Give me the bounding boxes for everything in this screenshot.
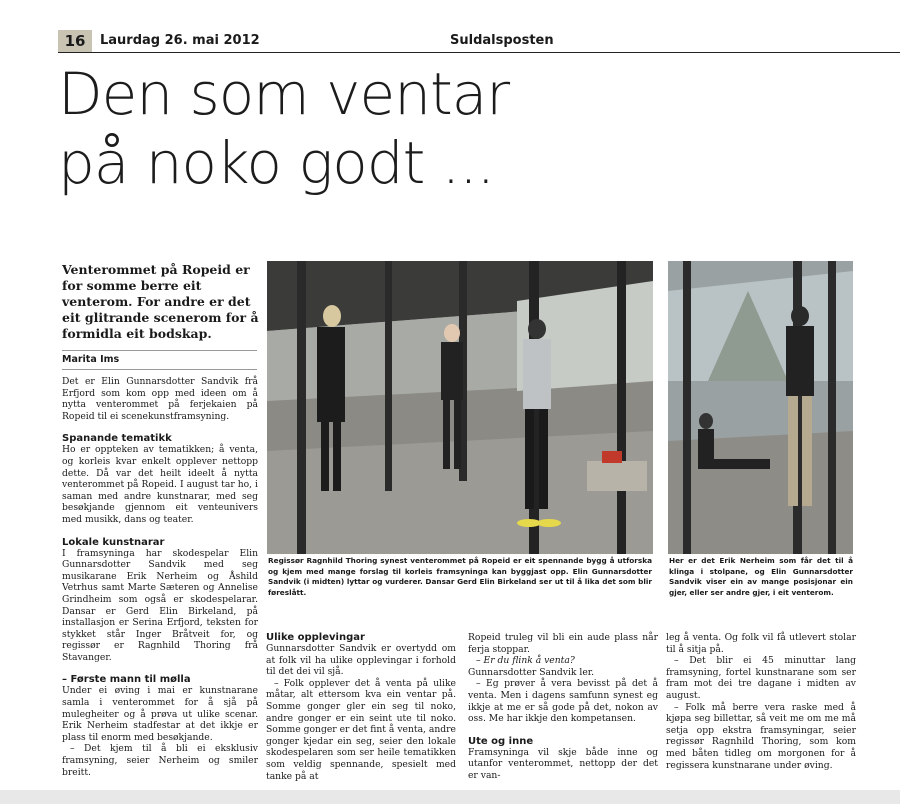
paragraph: – Det blir ei 45 minuttar lang framsyning, fortel kunstnarane som ser fram mot dei tre dagane i midten av august. <box>666 655 856 701</box>
newspaper-name: Suldalsposten <box>450 33 554 48</box>
page-bottom-edge <box>0 790 900 804</box>
subheading: – Første mann til mølla <box>62 674 191 686</box>
paragraph: I framsyninga har skodespelar Elin Gunnarsdotter Sandvik med seg musikarane Erik Nerheim og Åshild Vetrhus samt Marte Sæteren og Annelise Grindheim som også er skodespelarar. Dansar er Gerd Elin Birkeland, på installasjon er Serina Erfjord, teksten for stykket står Inger Bråtveit for, og regissør er Ragnhild Thoring frå Stavanger. <box>62 547 258 663</box>
article-column-2 <box>266 632 456 782</box>
page-number: 16 <box>58 30 92 52</box>
photo-waiting-room-rehearsal <box>267 261 653 554</box>
article-column-1 <box>62 376 258 778</box>
byline: Marita Ims <box>62 350 257 370</box>
headline-line-2: på noko godt ... <box>58 129 495 197</box>
lead-paragraph: Venterommet på Ropeid er for somme berre eit venterom. For andre er det eit glitrande scenerom for å formidla eit bodskap. <box>62 262 259 341</box>
paragraph: Under ei øving i mai er kunstnarane samla i venterommet for å sjå på mulegheiter og å prøva ut ulike scenar. Erik Nerheim stadfestar at det ikkje er plass til enorm med besøkjande. <box>62 685 258 743</box>
article-column-3 <box>468 632 658 782</box>
paragraph: Framsyninga vil skje både inne og utanfor venterommet, nettopp der det er van- <box>468 746 658 781</box>
photo-pillar-scene <box>668 261 853 554</box>
issue-date: Laurdag 26. mai 2012 <box>100 33 260 48</box>
paragraph: Gunnarsdotter Sandvik ler. <box>468 666 595 678</box>
paragraph: leg å venta. Og folk vil få utlevert stolar til å sitja på. <box>666 632 856 655</box>
headline-line-1: Den som ventar <box>58 60 510 128</box>
paragraph: Gunnarsdotter Sandvik er overtydd om at folk vil ha ulike opplevingar i forhold til det dei vil sjå. <box>266 643 456 678</box>
paragraph: – Det kjem til å bli ei eksklusiv framsyning, seier Nerheim og smiler breitt. <box>62 743 258 778</box>
subheading: Lokale kunstnarar <box>62 536 165 548</box>
subheading: Ute og inne <box>468 735 534 747</box>
subheading: Spanande tematikk <box>62 433 172 445</box>
paragraph: – Folk må berre vera raske med å kjøpa seg billettar, så veit me om me må setja opp ekstra framsyningar, seier regissør Ragnhild Thoring, som kom med båten tidleg om morgonen for å regissera kunstnarane under øving. <box>666 701 856 771</box>
paragraph: – Folk opplever det å venta på ulike måtar, alt ettersom kva ein ventar på. Somme gonger gler ein seg til noko, andre gonger er ein seint ute til noko. Somme gonger er det fint å venta, andre gonger kjedar ein seg, seier den lokale skodespelaren som ser heile tematikken som veldig spennande, spesielt med tanke på at <box>266 677 456 782</box>
paragraph: Det er Elin Gunnarsdotter Sandvik frå Erfjord som kom opp med ideen om å nytta venterommet på ferjekaien på Ropeid til ei scenekunstframsyning. <box>62 376 258 422</box>
paragraph: Ho er oppteken av tematikken; å venta, og korleis kvar enkelt opplever nettopp dette. Då var det heilt ideelt å nytta venterommet på Ropeid. I august tar ho, i saman med andre kunstnarar, med seg besøkjande gjennom eit venteunivers med musikk, dans og teater. <box>62 444 258 525</box>
photo-caption-2: Her er det Erik Nerheim som får det til å klinga i stolpane, og Elin Gunnarsdotter Sandvik viser ein av mange posisjonar ein gjer, eller ser andre gjer, i eit venterom. <box>669 556 853 597</box>
subheading: Ulike opplevingar <box>266 632 365 643</box>
photo-caption-1: Regissør Ragnhild Thoring synest venterommet på Ropeid er eit spennande bygg å utforska og kjem med mange forslag til korleis framsyninga kan byggjast opp. Elin Gunnarsdotter Sandvik (i midten) lyttar og vurderer. Dansar Gerd Elin Birkeland ser ut til å lika det som blir føreslått. <box>268 556 652 597</box>
question: – Er du flink å venta? <box>476 655 575 667</box>
paragraph: – Eg prøver å vera bevisst på det å venta. Men i dagens samfunn synest eg ikkje at me er så gode på det, nokon av oss. Me har ikkje den kompetansen. <box>468 678 658 725</box>
headline <box>58 60 888 198</box>
page-header <box>58 30 900 53</box>
article-column-4 <box>666 632 856 771</box>
paragraph: Ropeid truleg vil bli ein aude plass når ferja stoppar. <box>468 632 658 655</box>
